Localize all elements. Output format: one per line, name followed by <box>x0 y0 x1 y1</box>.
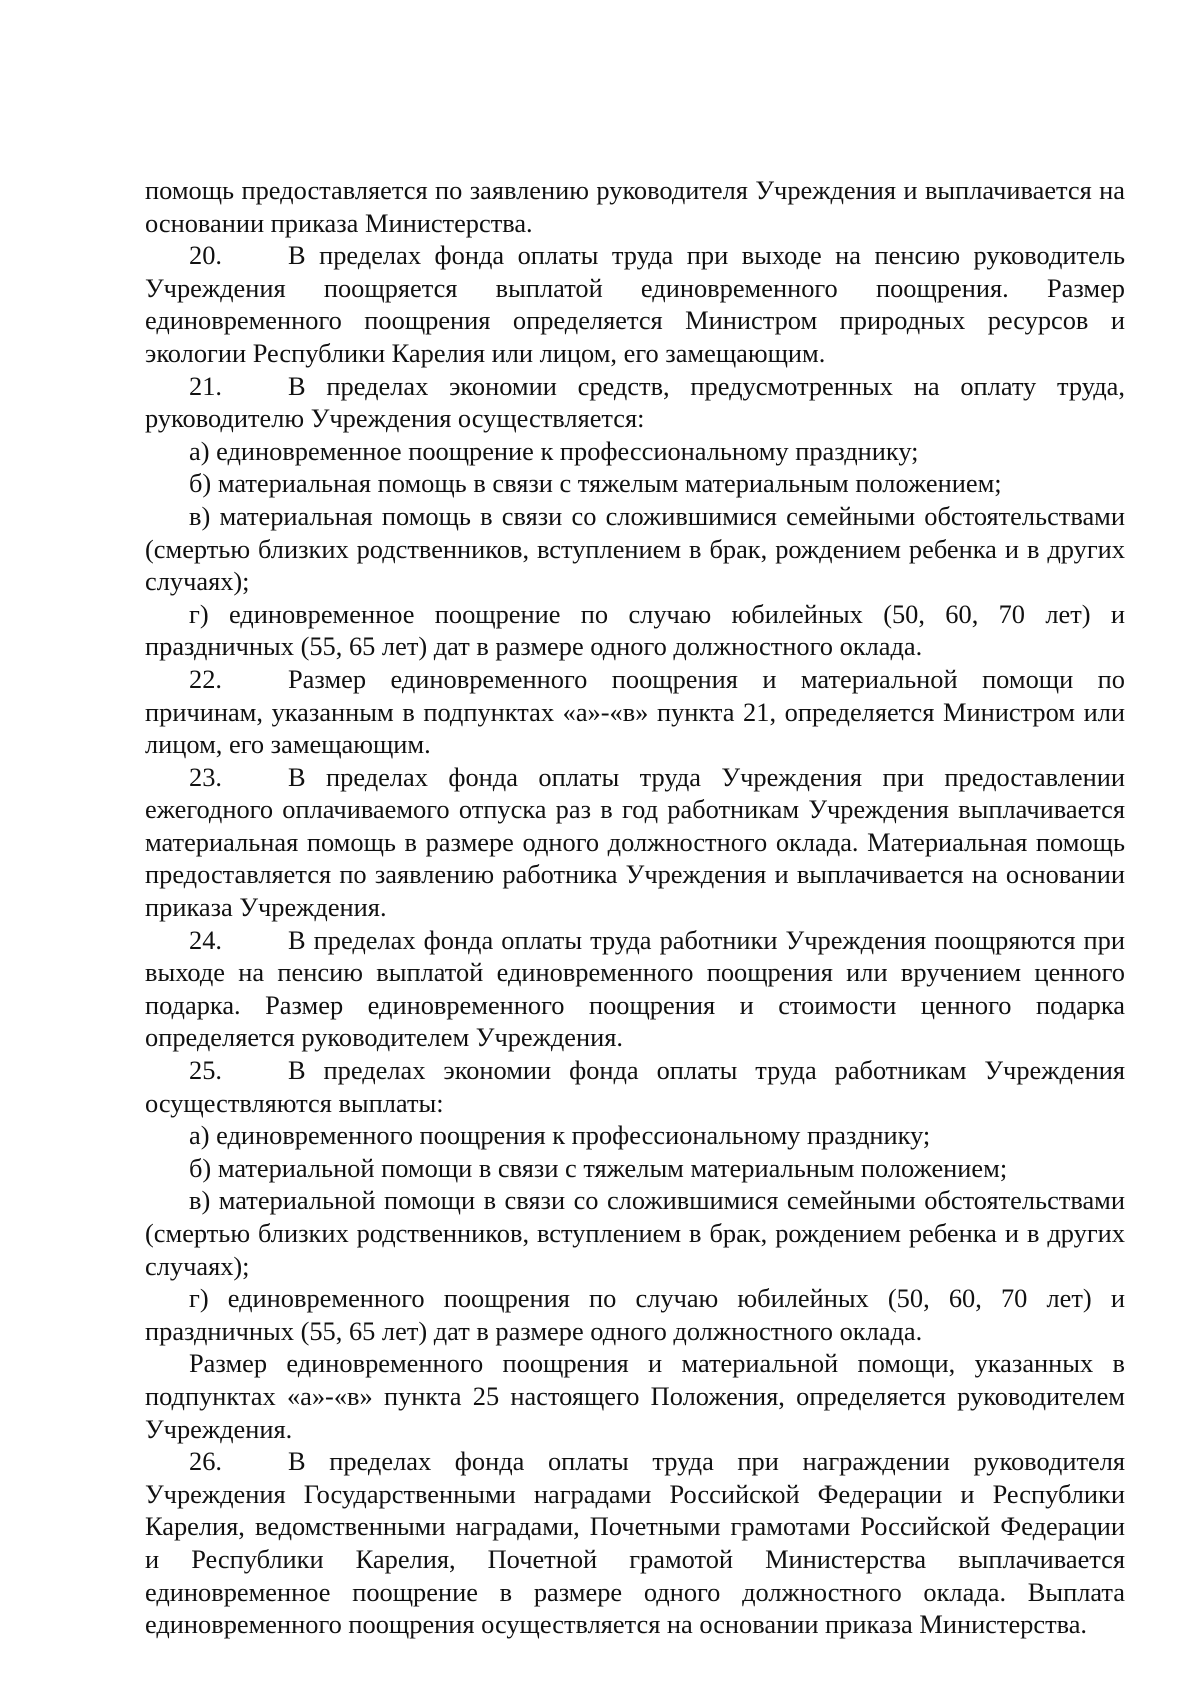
list-item-25g <box>145 1282 1125 1347</box>
paragraph-number: 22. <box>189 663 222 694</box>
paragraph-text: г) единовременного поощрения по случаю юбилейных (50, 60, 70 лет) и праздничных (55, 65 лет) дат в размере одного должностного оклада. <box>145 1283 1125 1346</box>
list-item-21b <box>145 467 1125 500</box>
paragraph-number: 21. <box>189 370 222 401</box>
paragraph-text: в) материальная помощь в связи со сложившимися семейными обстоятельствами (смертью близких родственников, вступлением в брак, рождением ребенка и в других случаях); <box>145 500 1125 597</box>
list-item-21v <box>145 500 1125 598</box>
list-item-25b <box>145 1152 1125 1185</box>
list-item-21g <box>145 598 1125 663</box>
list-item-25v <box>145 1184 1125 1282</box>
paragraph-25 <box>145 1054 1125 1119</box>
paragraph-text: б) материальной помощи в связи с тяжелым материальным положением; <box>189 1152 1008 1183</box>
paragraph-text: В пределах фонда оплаты труда Учреждения при предоставлении ежегодного оплачиваемого отпуска раз в год работникам Учреждения выплачивается материальная помощь в размере одного должностного оклада. Материальная помощь предоставляется по заявлению работника Учреждения и выплачивается на основании приказа Учреждения. <box>145 761 1125 923</box>
paragraph-text: а) единовременного поощрения к профессиональному празднику; <box>189 1120 931 1151</box>
document-page <box>145 174 1125 1641</box>
paragraph-26 <box>145 1445 1125 1641</box>
paragraph-20 <box>145 239 1125 369</box>
paragraph-25-note <box>145 1347 1125 1445</box>
paragraph-text: Размер единовременного поощрения и материальной помощи, указанных в подпунктах «а»-«в» пункта 25 настоящего Положения, определяется руководителем Учреждения. <box>145 1348 1125 1444</box>
paragraph-text: в) материальной помощи в связи со сложившимися семейными обстоятельствами (смертью близких родственников, вступлением в брак, рождением ребенка и в других случаях); <box>145 1185 1125 1281</box>
paragraph-23 <box>145 761 1125 924</box>
list-item-21a <box>145 435 1125 468</box>
paragraph-number: 25. <box>189 1055 222 1086</box>
paragraph-text: В пределах фонда оплаты труда работники Учреждения поощряются при выходе на пенсию выплатой единовременного поощрения или вручением ценного подарка. Размер единовременного поощрения и стоимости ценного подарка определяется руководителем Учреждения. <box>145 924 1125 1053</box>
paragraph-text: г) единовременное поощрение по случаю юбилейных (50, 60, 70 лет) и праздничных (55, 65 лет) дат в размере одного должностного оклада. <box>145 598 1125 662</box>
paragraph-number: 26. <box>189 1446 222 1477</box>
list-item-25a <box>145 1119 1125 1152</box>
paragraph-text: Размер единовременного поощрения и материальной помощи по причинам, указанным в подпунктах «а»-«в» пункта 21, определяется Министром или лицом, его замещающим. <box>145 663 1125 760</box>
paragraph-text: В пределах фонда оплаты труда при выходе на пенсию руководитель Учреждения поощряется выплатой единовременного поощрения. Размер единовременного поощрения определяется Министром природных ресурсов и экологии Республики Карелия или лицом, его замещающим. <box>145 240 1125 368</box>
paragraph-number: 20. <box>189 240 222 271</box>
paragraph-text: В пределах фонда оплаты труда при награждении руководителя Учреждения Государственными наградами Российской Федерации и Республики Карелия, ведомственными наградами, Почетными грамотами Российской Федерации и Республики Карелия, Почетной грамотой Министерства выплачивается единовременное поощрение в размере одного должностного оклада. Выплата единовременного поощрения осуществляется на основании приказа Министерства. <box>145 1446 1125 1640</box>
paragraph-text: б) материальная помощь в связи с тяжелым материальным положением; <box>189 468 1002 499</box>
paragraph-22 <box>145 663 1125 761</box>
paragraph-21 <box>145 370 1125 435</box>
paragraph-text: В пределах экономии фонда оплаты труда работникам Учреждения осуществляются выплаты: <box>145 1055 1125 1118</box>
paragraph-number: 24. <box>189 924 222 955</box>
paragraph-24 <box>145 924 1125 1054</box>
paragraph-text: В пределах экономии средств, предусмотренных на оплату труда, руководителю Учреждения осуществляется: <box>145 370 1125 434</box>
paragraph-continuation <box>145 174 1125 239</box>
paragraph-text: а) единовременное поощрение к профессиональному празднику; <box>189 435 919 466</box>
paragraph-number: 23. <box>189 761 222 792</box>
paragraph-text: помощь предоставляется по заявлению руководителя Учреждения и выплачивается на основании приказа Министерства. <box>145 175 1125 238</box>
